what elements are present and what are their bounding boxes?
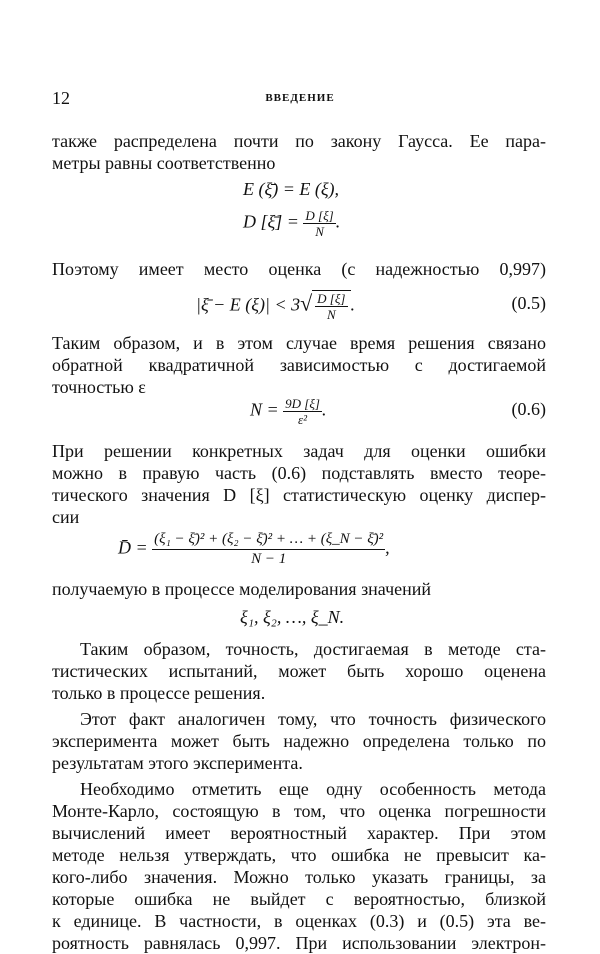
- eq-lhs: N =: [250, 399, 284, 420]
- eq-fraction: [303, 208, 335, 239]
- equation-values-list: ξ₁, ξ₂, …, ξ_N.: [240, 607, 345, 627]
- text-line: только в процессе решения.: [52, 683, 266, 703]
- text-line: результатам этого эксперимента.: [52, 753, 303, 773]
- text-line: роятность равнялась 0,997. При использовании электрон-: [52, 933, 546, 953]
- eq-numerator: 9D [ξ]: [285, 396, 320, 411]
- text-line: эксперимента может быть надежно определена только по: [52, 731, 546, 751]
- eq-numerator: D [ξ]: [305, 208, 334, 223]
- eq-fraction: [152, 530, 385, 569]
- eq-fraction: [283, 396, 322, 427]
- eq-lhs: |ξ̄ − E (ξ)| < 3: [196, 294, 301, 315]
- text-line: к единице. В частности, в оценках (0.3) и (0.5) эта ве-: [52, 911, 546, 931]
- text-line: точностью ε: [52, 377, 146, 397]
- page-number: 12: [52, 88, 70, 108]
- text-line: При решении конкретных задач для оценки ошибки: [52, 441, 546, 461]
- text-line: Монте-Карло, состоящую в том, что оценка погрешности: [52, 801, 546, 821]
- text-line: Этот факт аналогичен тому, что точность физического: [80, 709, 546, 729]
- eq-numerator: D [ξ]: [317, 291, 346, 306]
- equation-label: (0.6): [511, 399, 546, 419]
- text-line: сии: [52, 507, 80, 527]
- text-line: метры равны соответственно: [52, 153, 276, 173]
- equation-0-5: [196, 290, 355, 322]
- text-line: Поэтому имеет место оценка (с надежностью 0,997): [52, 259, 546, 279]
- eq-lhs: D̄ =: [118, 537, 153, 558]
- equation-variance-estimate: [118, 530, 390, 569]
- eq-numerator: (ξ₁ − ξ̄)² + (ξ₂ − ξ̄)² + … + (ξ_N − ξ̄)²: [152, 530, 385, 550]
- eq-denominator: N − 1: [251, 551, 287, 567]
- text-line: тического значения D [ξ] статистическую оценку диспер-: [52, 485, 546, 505]
- text-line: Необходимо отметить еще одну особенность метода: [80, 779, 546, 799]
- eq-fraction: [315, 291, 347, 322]
- eq-denominator: N: [315, 224, 324, 239]
- text-line: также распределена почти по закону Гаусса. Ее пара-: [52, 131, 546, 151]
- equation-label: (0.5): [511, 293, 546, 313]
- eq-end: .: [321, 399, 327, 420]
- equation-d-mean: [243, 208, 340, 239]
- eq-end: ,: [385, 537, 390, 558]
- sqrt-icon: √: [300, 290, 313, 316]
- eq-denominator: ε²: [298, 412, 308, 427]
- text-line: Таким образом, точность, достигаемая в методе ста-: [80, 639, 546, 659]
- equation-e-mean: E (ξ̄) = E (ξ),: [243, 179, 340, 199]
- text-line: кого-либо значения. Можно только указать границы, за: [52, 867, 546, 887]
- text-line: методе нельзя утверждать, что ошибка не превысит ка-: [52, 845, 546, 865]
- text-line: тистических испытаний, может быть хорошо оценена: [52, 661, 546, 681]
- equation-0-6: [250, 396, 326, 427]
- text-line: вычислений имеет вероятностный характер. При этом: [52, 823, 546, 843]
- eq-end: .: [335, 211, 341, 232]
- eq-denominator: N: [327, 307, 336, 322]
- text-line: которые ошибка не выйдет с вероятностью, близкой: [52, 889, 546, 909]
- running-head: ВВЕДЕНИЕ: [265, 92, 335, 104]
- page-header: [52, 88, 548, 112]
- text-line: обратной квадратичной зависимостью с достигаемой: [52, 355, 546, 375]
- text-line: получаемую в процессе моделирования значений: [52, 579, 432, 599]
- text-line: можно в правую часть (0.6) подставлять вместо теоре-: [52, 463, 546, 483]
- eq-end: .: [350, 294, 355, 315]
- eq-lhs: D [ξ̄] =: [243, 211, 304, 232]
- text-line: Таким образом, и в этом случае время решения связано: [52, 333, 546, 353]
